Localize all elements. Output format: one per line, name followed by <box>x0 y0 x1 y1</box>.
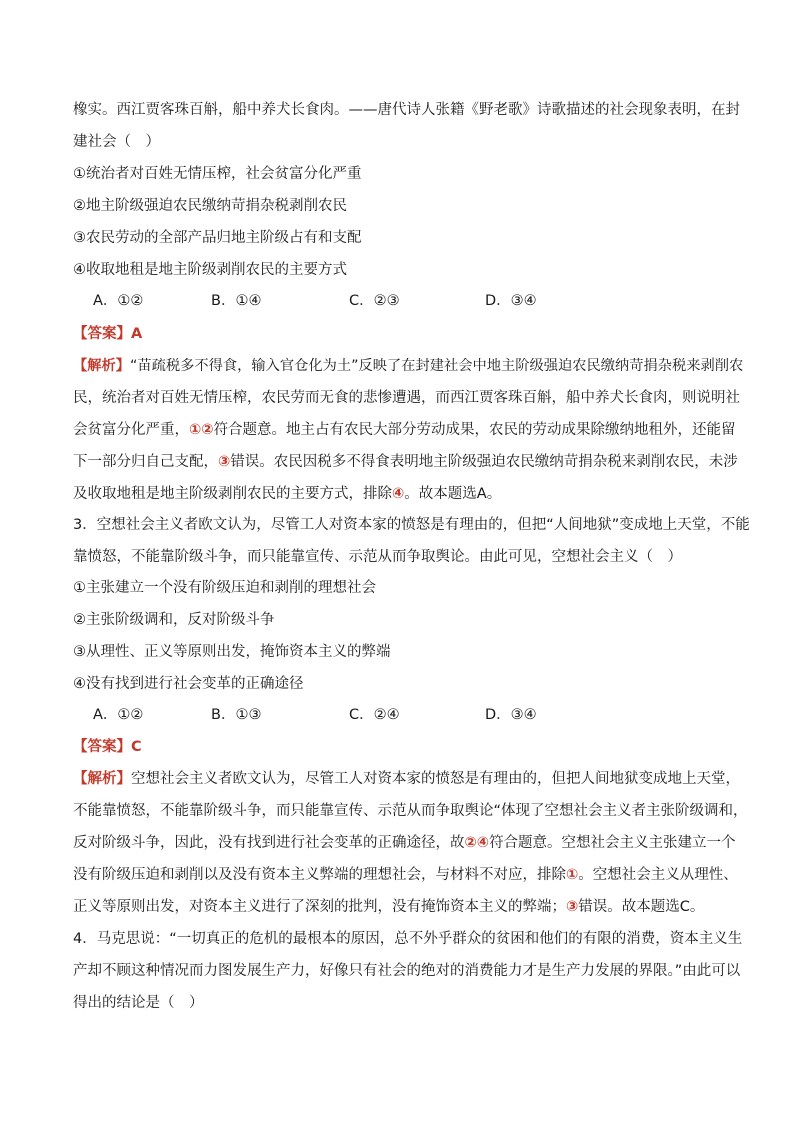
q3-item-2: ②主张阶级调和，反对阶级斗争 <box>73 612 275 628</box>
analysis-highlight: ③ <box>566 899 579 915</box>
q3-option-a: A．①② <box>93 707 144 723</box>
q3-item-1: ①主张建立一个没有阶级压迫和剥削的理想社会 <box>73 580 376 596</box>
q2-analysis-line4 <box>73 452 738 472</box>
answer-value: C <box>131 739 142 755</box>
q3-item-4: ④没有找到进行社会变革的正确途径 <box>73 676 304 692</box>
q3-answer <box>73 737 142 757</box>
q2-option-b: B．①④ <box>211 293 262 309</box>
analysis-text: 符合题意。地主占有农民大部分劳动成果，农民的劳动成果除缴纳地租外，还能留 <box>213 422 736 438</box>
analysis-text: 。空想社会主义从理性、 <box>578 867 738 883</box>
q2-item-4: ④收取地租是地主阶级剥削农民的主要方式 <box>73 262 347 278</box>
analysis-text: 空想社会主义者欧文认为，尽管工人对资本家的愤怒是有理由的，但把人间地狱变成地上天堂， <box>131 771 740 787</box>
answer-tag: 【答案】 <box>73 739 131 755</box>
analysis-text: 及收取地租是地主阶级剥削农民的主要方式，排除 <box>73 486 392 502</box>
q4-stem-line1: 4．马克思说：“一切真正的危机的最根本的原因，总不外乎群众的贫困和他们的有限的消费，资本主义生 <box>73 931 743 947</box>
q4-stem-line3: 得出的结论是（ ） <box>73 995 204 1011</box>
analysis-text: 符合题意。空想社会主义主张建立一个 <box>489 835 736 851</box>
analysis-highlight: ③ <box>218 454 231 470</box>
q3-option-b: B．①③ <box>211 707 262 723</box>
analysis-tag: 【解析】 <box>73 358 131 374</box>
q3-analysis-line2: 不能靠愤怒，不能靠阶级斗争，而只能靠宣传、示范从而争取舆论“体现了空想社会主义者主张阶级调和， <box>73 803 748 819</box>
q2-analysis-line2: 民，统治者对百姓无情压榨，农民劳而无食的悲惨遭遇，而西江贾客珠百斛，船中养犬长食肉，则说明社 <box>73 390 740 406</box>
analysis-highlight: ②④ <box>464 835 490 851</box>
q2-option-a: A．①② <box>93 293 144 309</box>
q4-stem-line2: 产却不顾这种情况而力图发展生产力，好像只有社会的绝对的消费能力才是生产力发展的界限。”由此可以 <box>73 963 741 979</box>
analysis-text: 没有阶级压迫和剥削以及没有资本主义弊端的理想社会，与材料不对应，排除 <box>73 867 566 883</box>
q3-stem-line1: 3．空想社会主义者欧文认为，尽管工人对资本家的愤怒是有理由的，但把“人间地狱”变成地上天堂，不能 <box>73 517 750 533</box>
answer-tag: 【答案】 <box>73 326 131 342</box>
analysis-text: “苗疏税多不得食，输入官仓化为土”反映了在封建社会中地主阶级强迫农民缴纳苛捐杂税来剥削农 <box>130 358 744 374</box>
analysis-text: 错误。故本题选C。 <box>578 899 705 915</box>
analysis-text: 会贫富分化严重， <box>73 422 189 438</box>
q2-stem-line2: 建社会（ ） <box>73 134 160 150</box>
q3-item-3: ③从理性、正义等原则出发，掩饰资本主义的弊端 <box>73 644 391 660</box>
q3-analysis-line3 <box>73 833 736 853</box>
analysis-text: 反对阶级斗争，因此，没有找到进行社会变革的正确途径，故 <box>73 835 465 851</box>
q3-analysis-line5 <box>73 897 704 917</box>
answer-value: A <box>131 326 143 342</box>
q2-stem-line1: 橡实。西江贾客珠百斛，船中养犬长食肉。——唐代诗人张籍《野老歌》诗歌描述的社会现象表明，在封 <box>73 102 740 118</box>
q2-item-3: ③农民劳动的全部产品归地主阶级占有和支配 <box>73 230 362 246</box>
analysis-highlight: ④ <box>392 486 405 502</box>
analysis-text: 正义等原则出发，对资本主义进行了深刻的批判，没有掩饰资本主义的弊端； <box>73 899 566 915</box>
analysis-text: 下一部分归自己支配， <box>73 454 218 470</box>
analysis-tag: 【解析】 <box>73 771 131 787</box>
q2-option-c: C．②③ <box>349 293 400 309</box>
q2-item-2: ②地主阶级强迫农民缴纳苛捐杂税剥削农民 <box>73 198 347 214</box>
q2-analysis-line5 <box>73 484 501 504</box>
q3-stem-line2: 靠愤怒，不能靠阶级斗争，而只能靠宣传、示范从而争取舆论。由此可见，空想社会主义（ ） <box>73 549 682 565</box>
q3-analysis-line1 <box>73 769 740 789</box>
q3-option-c: C．②④ <box>349 707 400 723</box>
q2-analysis-line3 <box>73 420 736 440</box>
q2-analysis-line1 <box>73 356 743 376</box>
analysis-highlight: ① <box>566 867 579 883</box>
q2-option-d: D．③④ <box>485 293 537 309</box>
analysis-text: 。故本题选A。 <box>404 486 502 502</box>
analysis-highlight: ①② <box>189 422 214 438</box>
q3-analysis-line4 <box>73 865 738 885</box>
q2-answer <box>73 324 142 344</box>
q3-option-d: D．③④ <box>485 707 537 723</box>
analysis-text: 错误。农民因税多不得食表明地主阶级强迫农民缴纳苛捐杂税来剥削农民，未涉 <box>230 454 738 470</box>
q2-item-1: ①统治者对百姓无情压榨，社会贫富分化严重 <box>73 166 362 182</box>
